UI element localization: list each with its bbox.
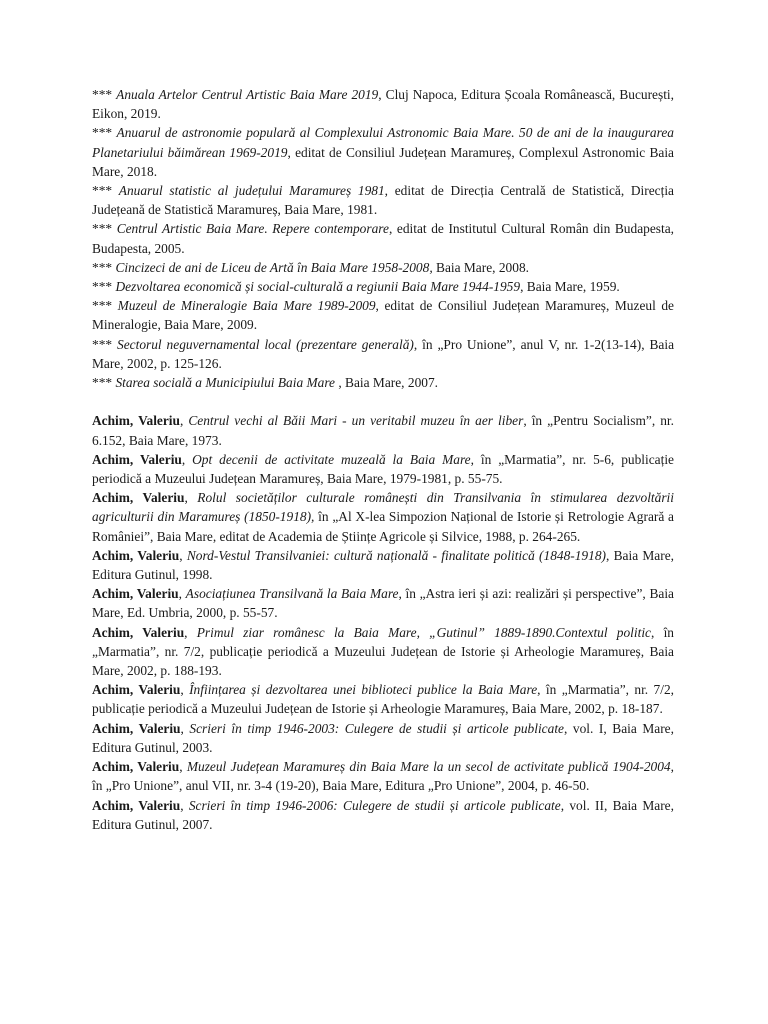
entry-title: Rolul societăților culturale românești din Transilvania în stimularea dezvoltării agriculturii din Maramureș (1850-1918), [92, 490, 674, 525]
entry-title: Anuarul de astronomie populară al Complexului Astronomic Baia Mare. 50 de ani de la inaugurarea Planetariului băimărean 1969-2019 [92, 125, 674, 160]
entry-details: , Cluj Napoca, Editura Școala Românească, București, Eikon, 2019. [92, 87, 674, 122]
entry-marker: *** [92, 259, 116, 275]
entry-marker: *** [92, 279, 116, 295]
entry-details: , editat de Direcția Centrală de Statistică, Direcția Județeană de Statistică Maramureș, Baia Mare, 1981. [92, 183, 675, 218]
entry-title: Scrieri în timp 1946-2003: Culegere de studii și articole publicate [189, 720, 564, 736]
entry-details: , vol. I, Baia Mare, Editura Gutinul, 2003. [92, 720, 674, 755]
bibliography-entry [92, 488, 674, 546]
entry-details: , în „Pro Unione”, anul V, nr. 1-2(13-14), Baia Mare, 2002, p. 125-126. [92, 336, 675, 371]
entry-title: Anuarul statistic al județului Maramureș 1981 [118, 183, 385, 199]
entry-marker: *** [92, 125, 117, 141]
entry-title: Asociațiunea Transilvană la Baia Mare [185, 586, 399, 602]
entry-details: , în „Marmatia”, nr. 5-6, publicație periodică a Muzeului Județean Maramureș, Baia Mare, 1979-1981, p. 55-75. [92, 451, 674, 487]
entry-title: Primul ziar românesc la Baia Mare, „Gutinul” 1889-1890.Contextul politic [196, 624, 652, 640]
entry-details: , editat de Consiliul Județean Maramureș, Muzeul de Mineralogie, Baia Mare, 2009. [92, 298, 675, 333]
entry-title: Nord-Vestul Transilvaniei: cultură națională - finalitate politică (1848-1918) [186, 547, 606, 563]
entry-separator: , [179, 547, 187, 563]
entry-author: Achim, Valeriu [92, 624, 185, 640]
entry-author: Achim, Valeriu [92, 797, 181, 813]
entry-title: Centrul Artistic Baia Mare. Repere contemporare [116, 221, 389, 237]
bibliography-entry [92, 85, 674, 123]
entry-details: , în „Pro Unione”, anul VII, nr. 3-4 (19-20), Baia Mare, Editura „Pro Unione”, 2004, p. 46-50. [92, 759, 674, 794]
bibliography-entry [92, 258, 674, 277]
bibliography-page [92, 85, 674, 834]
bibliography-entry [92, 584, 674, 622]
entry-marker: *** [92, 375, 116, 391]
entry-details: , Baia Mare, 1959. [520, 279, 620, 295]
entry-separator: , [180, 682, 190, 698]
entry-title: Opt decenii de activitate muzeală la Baia Mare [192, 451, 471, 467]
bibliography-entry [92, 719, 674, 757]
entry-author: Achim, Valeriu [92, 413, 180, 429]
bibliography-entry [92, 123, 674, 181]
entry-separator: , [181, 451, 193, 467]
entry-author: Achim, Valeriu [92, 759, 180, 775]
bibliography-entry [92, 546, 674, 584]
entry-author: Achim, Valeriu [92, 720, 181, 736]
bibliography-entry [92, 373, 674, 392]
entry-title: Muzeul de Mineralogie Baia Mare 1989-2009 [117, 298, 376, 314]
entry-author: Achim, Valeriu [92, 490, 185, 506]
entry-details: în „Al X-lea Simpozion Național de Istorie și Retrologie Agrară a României”, Baia Mare, editat de Academia de Științe Agricole și Silvice, 1988, p. 264-265. [92, 509, 674, 544]
entry-author: Achim, Valeriu [92, 682, 181, 698]
entry-details: , editat de Institutul Cultural Român din Budapesta, Budapesta, 2005. [92, 221, 675, 256]
entry-separator: , [179, 759, 187, 775]
entry-separator: , [184, 624, 197, 640]
entry-details: , Baia Mare, Editura Gutinul, 1998. [92, 547, 674, 583]
entry-title: Cincizeci de ani de Liceu de Artă în Baia Mare 1958-2008, [115, 259, 433, 275]
entry-marker: *** [92, 298, 118, 314]
entry-separator: , [179, 413, 189, 429]
bibliography-entry [92, 296, 674, 334]
entry-separator: , [178, 586, 186, 602]
entry-details: , în „Marmatia”, nr. 7/2, publicație periodică a Muzeului Județean de Istorie și Arheologie Maramureș, Baia Mare, 2002, p. 188-193. [92, 624, 674, 679]
entry-details: Baia Mare, 2008. [432, 259, 529, 275]
entry-separator: , [184, 490, 198, 506]
anonymous-entries [92, 85, 674, 392]
bibliography-entry [92, 450, 674, 488]
entry-title: Scrieri în timp 1946-2006: Culegere de studii și articole publicate [188, 797, 561, 813]
bibliography-entry [92, 796, 674, 834]
bibliography-entry [92, 277, 674, 296]
bibliography-entry [92, 411, 674, 449]
bibliography-entry [92, 335, 674, 373]
entry-details: , editat de Consiliul Județean Maramureș, Complexul Astronomic Baia Mare, 2018. [92, 144, 674, 179]
entry-separator: , [180, 720, 190, 736]
entry-details: , în „Astra ieri și azi: realizări și perspective”, Baia Mare, Ed. Umbria, 2000, p. 55-57. [92, 586, 674, 621]
entry-author: Achim, Valeriu [92, 547, 180, 563]
bibliography-entry [92, 181, 674, 219]
entry-details: , în „Marmatia”, nr. 7/2, publicație periodică a Muzeului Județean de Istorie și Arheologie Maramureș, Baia Mare, 2002, p. 18-187. [92, 682, 674, 717]
bibliography-entry [92, 219, 674, 257]
entry-separator: , [180, 797, 189, 813]
bibliography-entry [92, 680, 674, 718]
entry-author: Achim, Valeriu [92, 451, 182, 467]
authored-entries [92, 411, 674, 833]
section-gap [92, 392, 674, 411]
entry-title: Starea socială a Municipiului Baia Mare [115, 375, 335, 391]
entry-title: Anuala Artelor Centrul Artistic Baia Mare 2019 [116, 87, 379, 102]
entry-author: Achim, Valeriu [92, 586, 179, 602]
entry-marker: *** [92, 87, 117, 102]
entry-details: , vol. II, Baia Mare, Editura Gutinul, 2007. [92, 797, 674, 832]
entry-details: , Baia Mare, 2007. [335, 375, 439, 391]
bibliography-entry [92, 623, 674, 681]
entry-title: Sectorul neguvernamental local (prezentare generală) [117, 336, 414, 352]
entry-details: , în „Pentru Socialism”, nr. 6.152, Baia Mare, 1973. [92, 413, 674, 448]
entry-marker: *** [92, 183, 119, 199]
entry-title: Muzeul Județean Maramureș din Baia Mare la un secol de activitate publică 1904-2004 [186, 759, 671, 775]
entry-marker: *** [92, 336, 118, 352]
bibliography-entry [92, 757, 674, 795]
entry-title: Dezvoltarea economică și social-culturală a regiunii Baia Mare 1944-1959 [115, 279, 521, 295]
entry-title: Înființarea și dezvoltarea unei biblioteci publice la Baia Mare [189, 682, 538, 698]
entry-marker: *** [92, 221, 117, 237]
entry-title: Centrul vechi al Băii Mari - un veritabil muzeu în aer liber [188, 413, 524, 429]
